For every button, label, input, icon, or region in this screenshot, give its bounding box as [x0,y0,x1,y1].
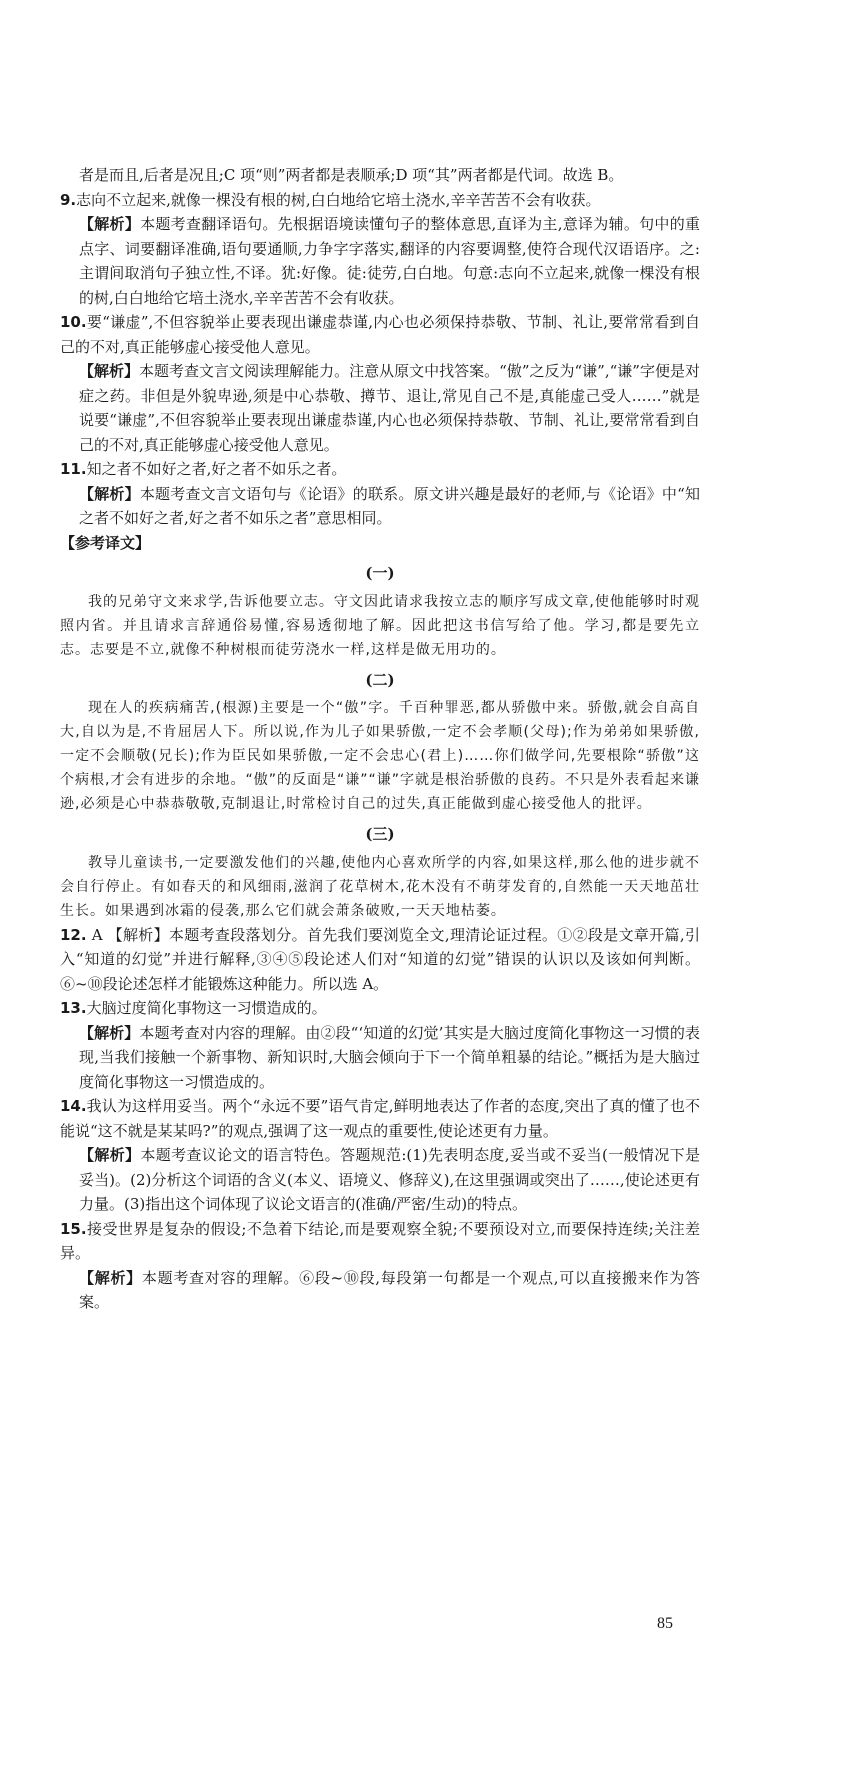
q8-tail: 者是而且,后者是况且;C 项“则”两者都是表顺承;D 项“其”两者都是代词。故选 B。 [79,166,624,184]
q15-explanation [60,1266,700,1315]
q10-answer-text: 要“谦虚”,不但容貌举止要表现出谦虚恭谨,内心也必须保持恭敬、节制、礼让,要常常看到自己的不对,真正能够虚心接受他人意见。 [60,313,700,356]
q9-explanation [60,212,700,310]
q12-answer [60,923,700,997]
q13-explanation-tag: 【解析】 [79,1023,140,1042]
q15-explanation-tag: 【解析】 [79,1268,142,1287]
q9-answer-text: 志向不立起来,就像一棵没有根的树,白白地给它培土浇水,辛辛苦苦不会有收获。 [76,190,601,209]
q15-answer [60,1217,700,1266]
q13-number: 13. [60,999,87,1017]
q13-explanation-text: 本题考查对内容的理解。由②段“‘知道的幻觉’其实是大脑过度简化事物这一习惯的表现,当我们接触一个新事物、新知识时,大脑会倾向于下一个简单粗暴的结论。”概括为是大脑过度简化事物这一习惯造成的。 [79,1023,700,1091]
q13-answer-text: 大脑过度简化事物这一习惯造成的。 [86,999,327,1017]
q11-explanation-text: 本题考查文言文语句与《论语》的联系。原文讲兴趣是最好的老师,与《论语》中“知之者不如好之者,好之者不如乐之者”意思相同。 [79,484,700,527]
translation-section-1-text: 我的兄弟守文来求学,告诉他要立志。守文因此请求我按立志的顺序写成文章,使他能够时时观照内省。并且请求言辞通俗易懂,容易透彻地了解。因此把这书信写给了他。学习,都是要先立志。志要是不立,就像不种树根而徒劳浇水一样,这样是做无用功的。 [60,593,700,658]
translation-section-2-text: 现在人的疾病痛苦,(根源)主要是一个“傲”字。千百种罪恶,都从骄傲中来。骄傲,就会自高自大,自以为是,不肯屈居人下。所以说,作为儿子如果骄傲,一定不会孝顺(父母);作为弟弟如果骄傲,一定不会顺敬(兄长);作为臣民如果骄傲,一定不会忠心(君上)……你们做学问,先要根除“骄傲”这个病根,才会有进步的余地。“傲”的反面是“谦”“谦”字就是根治骄傲的良药。不只是外表看起来谦逊,必须是心中恭恭敬敬,克制退让,时常检讨自己的过失,真正能做到虚心接受他人的批评。 [60,700,700,812]
q14-number: 14. [60,1097,87,1115]
q12-text: A 【解析】本题考查段落划分。首先我们要浏览全文,理清论证过程。①②段是文章开篇,引入“知道的幻觉”并进行解释,③④⑤段论述人们对“知道的幻觉”错误的认识以及该如何判断。⑥~⑩段论述怎样才能锻炼这种能力。所以选 A。 [60,925,700,993]
q9-explanation-text: 本题考查翻译语句。先根据语境读懂句子的整体意思,直译为主,意译为辅。句中的重点字、词要翻译准确,语句要通顺,力争字字落实,翻译的内容要调整,使符合现代汉语语序。之:主谓间取消句子独立性,不译。犹:好像。徒:徒劳,白白地。句意:志向不立起来,就像一棵没有根的树,白白地给它培土浇水,辛辛苦苦不会有收获。 [79,215,700,307]
q13-answer [60,996,700,1021]
page-content [60,163,700,1315]
q11-number: 11. [60,460,87,478]
q11-answer [60,457,700,482]
q12-number: 12. [60,925,87,944]
q14-explanation-text: 本题考查议论文的语言特色。答题规范:(1)先表明态度,妥当或不妥当(一般情况下是妥当)。(2)分析这个词语的含义(本义、语境义、修辞义),在这里强调或突出了……,使论述更有力量。(3)指出这个词体现了议论文语言的(准确/严密/生动)的特点。 [79,1146,700,1213]
page-number: 85 [657,1615,673,1632]
q10-number: 10. [60,313,87,331]
q15-number: 15. [60,1219,87,1238]
q9-explanation-tag: 【解析】 [79,215,141,233]
q11-answer-text: 知之者不如好之者,好之者不如乐之者。 [86,460,347,478]
q15-explanation-text: 本题考查对容的理解。⑥段~⑩段,每段第一句都是一个观点,可以直接搬来作为答案。 [79,1268,700,1311]
q14-explanation [60,1143,700,1217]
q13-explanation [60,1021,700,1095]
q10-answer [60,310,700,359]
q14-explanation-tag: 【解析】 [79,1146,141,1164]
reference-translation-heading: 【参考译文】 [60,533,151,552]
translation-section-3-text: 教导儿童读书,一定要激发他们的兴趣,使他内心喜欢所学的内容,如果这样,那么他的进步就不会自行停止。有如春天的和风细雨,滋润了花草树木,花木没有不萌芽发育的,自然能一天天地茁壮生长。如果遇到冰霜的侵袭,那么它们就会萧条破败,一天天地枯萎。 [60,854,700,919]
q11-explanation [60,482,700,531]
q11-explanation-tag: 【解析】 [79,484,140,503]
translation-section-2-title: (二) [365,670,395,689]
q10-explanation-text: 本题考查文言文阅读理解能力。注意从原文中找答案。“傲”之反为“谦”,“谦”字便是对症之药。非但是外貌卑逊,须是中心恭敬、撙节、退让,常见自己不是,真能虚己受人……”就是说要“谦虚”,不但容貌举止要表现出谦虚恭谨,内心也必须保持恭敬、节制、礼让,要常常看到自己的不对,真正能够虚心接受他人意见。 [79,362,700,454]
q9-number: 9. [60,190,77,209]
q10-explanation [60,359,700,457]
translation-section-3-title: (三) [365,825,395,843]
q10-explanation-tag: 【解析】 [79,362,140,380]
q9-answer [60,188,700,213]
q14-answer-text: 我认为这样用妥当。两个“永远不要”语气肯定,鲜明地表达了作者的态度,突出了真的懂了也不能说“这不就是某某吗?”的观点,强调了这一观点的重要性,使论述更有力量。 [60,1097,700,1140]
q14-answer [60,1094,700,1143]
q15-answer-text: 接受世界是复杂的假设;不急着下结论,而是要观察全貌;不要预设对立,而要保持连续;关注差异。 [60,1219,700,1262]
translation-section-1-title: (一) [365,564,395,582]
